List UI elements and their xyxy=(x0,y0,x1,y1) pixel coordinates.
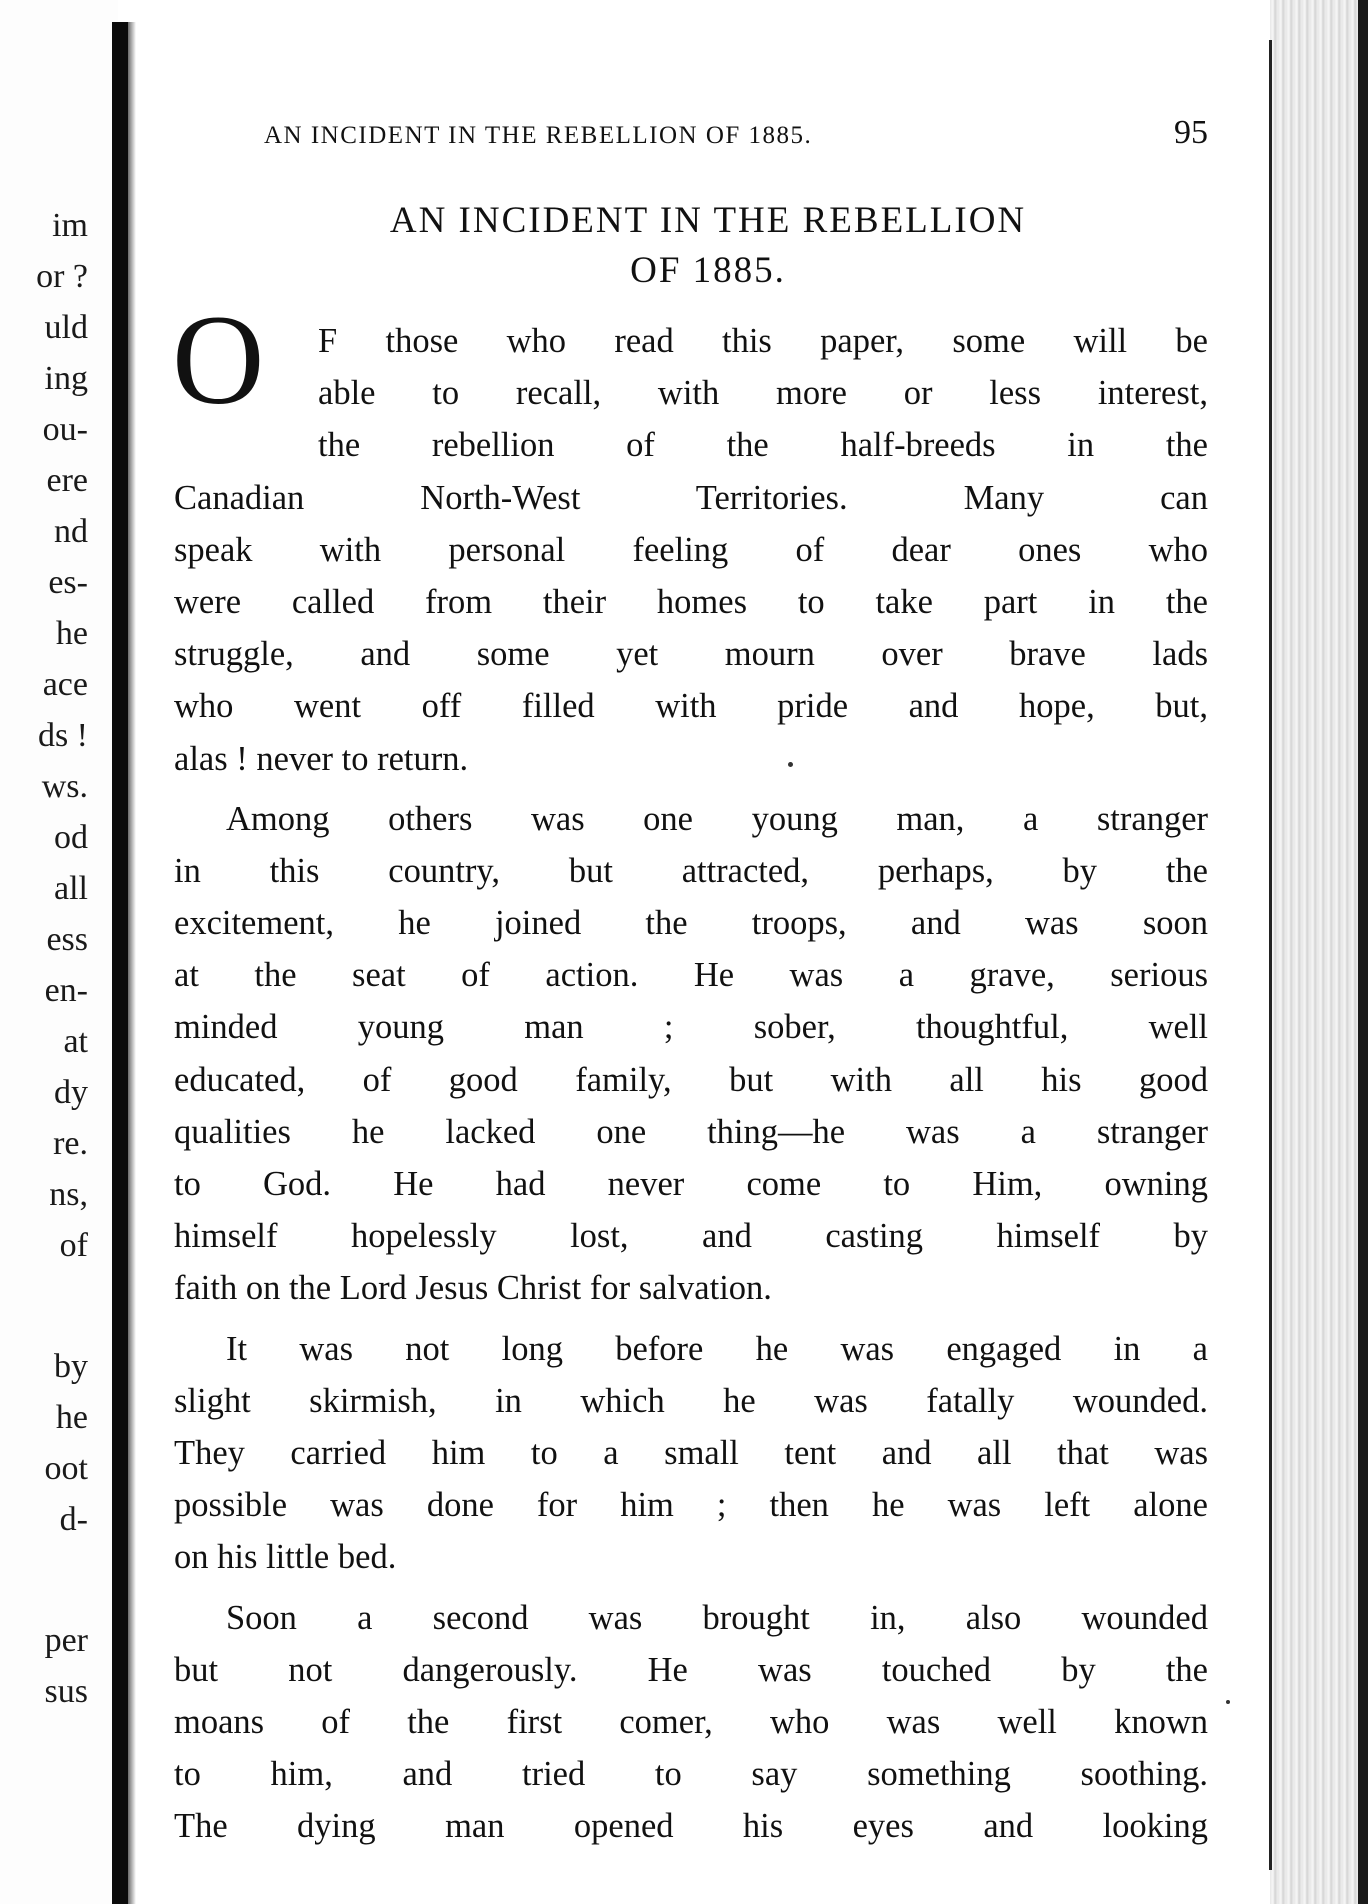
text-line: educated, of good family, but with all his good xyxy=(174,1060,1208,1099)
text-line: on his little bed. xyxy=(174,1538,397,1577)
running-head-title: AN INCIDENT IN THE REBELLION OF 1885. xyxy=(264,122,813,149)
text-line: struggle, and some yet mourn over brave lads xyxy=(174,635,1208,674)
facing-page-fragment: ace xyxy=(42,666,88,703)
gutter-shadow xyxy=(128,22,136,1904)
facing-page-fragment: he xyxy=(55,615,88,652)
book-gutter xyxy=(112,22,128,1904)
paragraph-gap xyxy=(174,1584,1208,1592)
text-line: speak with personal feeling of dear ones who xyxy=(174,530,1208,569)
facing-page-fragment: en- xyxy=(44,972,88,1009)
text-line: Canadian North-West Territories. Many can xyxy=(174,478,1208,517)
article-title-line: OF 1885. xyxy=(630,250,786,291)
facing-page-fragment: re. xyxy=(53,1125,88,1162)
page-number: 95 xyxy=(1174,114,1208,151)
page-stack-border xyxy=(1269,40,1272,1870)
text-line: the rebellion of the half-breeds in the xyxy=(318,426,1208,465)
text-line: qualities he lacked one thing—he was a stranger xyxy=(174,1112,1208,1151)
paragraph-gap xyxy=(174,1315,1208,1323)
facing-page-fragment: dy xyxy=(54,1074,88,1111)
facing-page-fragment: all xyxy=(54,870,88,907)
facing-page-fragment: ess xyxy=(46,921,88,958)
text-line: Among others was one young man, a stranger xyxy=(226,799,1208,838)
facing-page-fragment: ws. xyxy=(41,768,88,805)
text-line: It was not long before he was engaged in a xyxy=(226,1329,1208,1368)
facing-page-fragment: per xyxy=(44,1622,88,1659)
paragraph-gap xyxy=(174,785,1208,793)
article-title-line: AN INCIDENT IN THE REBELLION xyxy=(389,200,1027,241)
article-title xyxy=(136,196,1280,296)
facing-page-fragment: im xyxy=(52,207,88,244)
text-line: minded young man ; sober, thoughtful, well xyxy=(174,1008,1208,1047)
text-line: in this country, but attracted, perhaps, by the xyxy=(174,851,1208,890)
book-page xyxy=(136,0,1270,1904)
facing-page-fragment: of xyxy=(59,1227,88,1264)
text-line: himself hopelessly lost, and casting himself by xyxy=(174,1217,1208,1256)
facing-page-edge xyxy=(0,0,118,1904)
facing-page-fragment: ns, xyxy=(49,1176,88,1213)
text-line: alas ! never to return. xyxy=(174,739,469,778)
article-body xyxy=(174,315,1208,1852)
facing-page-fragment: sus xyxy=(44,1673,88,1710)
facing-page-fragment: oot xyxy=(44,1450,88,1487)
facing-page-fragment: he xyxy=(55,1399,88,1436)
text-line: Soon a second was brought in, also wounded xyxy=(226,1598,1208,1637)
facing-page-text xyxy=(36,200,88,1717)
drop-cap: O xyxy=(172,289,265,431)
text-line: faith on the Lord Jesus Christ for salvation. xyxy=(174,1269,772,1308)
text-line: but not dangerously. He was touched by the xyxy=(174,1650,1208,1689)
facing-page-fragment: ou- xyxy=(42,411,88,448)
facing-page-fragment: ere xyxy=(46,462,88,499)
facing-page-fragment: ing xyxy=(44,360,88,397)
text-line: excitement, he joined the troops, and was soon xyxy=(174,904,1208,943)
text-line: moans of the first comer, who was well known xyxy=(174,1702,1208,1741)
facing-page-fragment: od xyxy=(54,819,88,856)
running-head xyxy=(264,114,1208,158)
text-line: to God. He had never come to Him, owning xyxy=(174,1165,1208,1203)
page-stack-shadow xyxy=(1358,0,1368,1904)
facing-page-fragment: ds ! xyxy=(37,717,88,754)
text-line: The dying man opened his eyes and looking xyxy=(174,1807,1208,1846)
facing-page-fragment: at xyxy=(63,1023,88,1060)
text-line: possible was done for him ; then he was left alone xyxy=(174,1486,1208,1525)
facing-page-gap xyxy=(36,1545,88,1615)
text-line: to him, and tried to say something soothing. xyxy=(174,1755,1208,1794)
facing-page-fragment: by xyxy=(54,1348,88,1385)
facing-page-gap xyxy=(36,1271,88,1341)
text-line: F those who read this paper, some will be xyxy=(318,322,1208,360)
text-line: They carried him to a small tent and all that was xyxy=(174,1433,1208,1472)
text-line: who went off filled with pride and hope, but, xyxy=(174,687,1208,726)
facing-page-fragment: nd xyxy=(54,513,88,550)
text-line: slight skirmish, in which he was fatally wounded. xyxy=(174,1381,1208,1420)
scan-speck xyxy=(788,762,793,767)
facing-page-fragment: uld xyxy=(44,309,88,346)
page-stack-edge xyxy=(1270,0,1368,1904)
facing-page-fragment: d- xyxy=(59,1501,88,1538)
scan-speck xyxy=(1226,1700,1230,1704)
facing-page-fragment: or ? xyxy=(36,258,88,295)
text-line: were called from their homes to take part in the xyxy=(174,582,1208,621)
text-line: at the seat of action. He was a grave, serious xyxy=(174,956,1208,995)
facing-page-fragment: es- xyxy=(48,564,88,601)
text-line: able to recall, with more or less interest, xyxy=(318,374,1208,413)
